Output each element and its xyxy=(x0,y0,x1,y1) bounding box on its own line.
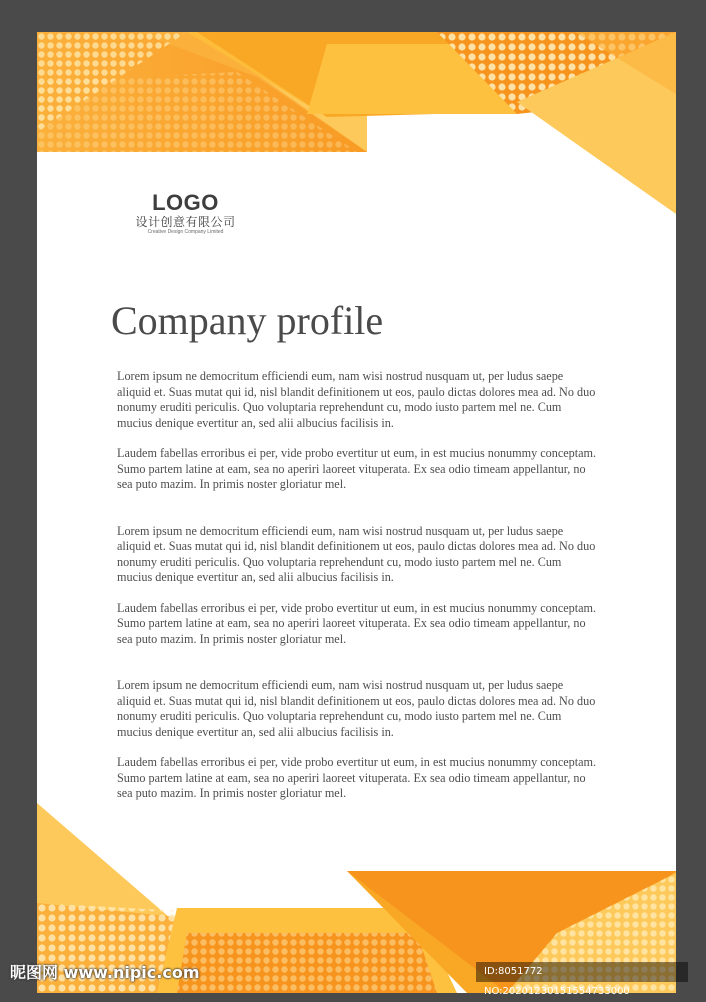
company-logo xyxy=(123,191,248,236)
paragraph: Lorem ipsum ne democritum efficiendi eum, nam wisi nostrud nusquam ut, per ludus saepe aliquid et. Suas mutat qui id, nisl blandit definitionem ut eos, paulo dictas dolores mea ad. No duo nonumy eruditi periculis. Quo voluptaria reprehendunt cu, modo iusto partem mel ne. Cum mucius denique evertitur an, sed alii albucius facilisis in. xyxy=(117,369,596,430)
logo-english-name: Creative Design Company Limited xyxy=(147,229,224,235)
site-watermark: 昵图网 www.nipic.com xyxy=(10,963,200,982)
image-id-watermark: ID:8051772 NO:20201230151554733000 xyxy=(476,962,688,982)
paragraph: Laudem fabellas erroribus ei per, vide probo evertitur ut eum, in est mucius nonummy conceptam. Sumo partem latine at eam, sea no aperiri laoreet vituperata. Ex sea odio timeam appellantur, no sea puto mazim. In primis noster gloriatur mel. xyxy=(117,600,597,646)
document-page xyxy=(37,32,676,993)
logo-text: LOGO xyxy=(152,190,219,215)
body-text xyxy=(117,369,599,802)
paragraph: Laudem fabellas erroribus ei per, vide probo evertitur ut eum, in est mucius nonummy conceptam. Sumo partem latine at eam, sea no aperiri laoreet vituperata. Ex sea odio timeam appellantur, no sea puto mazim. In primis noster gloriatur mel. xyxy=(117,446,597,491)
page-title: Company profile xyxy=(111,298,384,343)
paragraph: Laudem fabellas erroribus ei per, vide probo evertitur ut eum, in est mucius nonummy conceptam. Sumo partem latine at eam, sea no aperiri laoreet vituperata. Ex sea odio timeam appellantur, no sea puto mazim. In primis noster gloriatur mel. xyxy=(117,755,597,800)
paragraph: Lorem ipsum ne democritum efficiendi eum, nam wisi nostrud nusquam ut, per ludus saepe aliquid et. Suas mutat qui id, nisl blandit definitionem ut eos, paulo dictas dolores mea ad. No duo nonumy eruditi periculis. Quo voluptaria reprehendunt cu, modo iusto partem mel ne. Cum mucius denique evertitur an, sed alii albucius facilisis in. xyxy=(117,523,596,584)
paragraph: Lorem ipsum ne democritum efficiendi eum, nam wisi nostrud nusquam ut, per ludus saepe aliquid et. Suas mutat qui id, nisl blandit definitionem ut eos, paulo dictas dolores mea ad. No duo nonumy eruditi periculis. Quo voluptaria reprehendunt cu, modo iusto partem mel ne. Cum mucius denique evertitur an, sed alii albucius facilisis in. xyxy=(117,678,596,739)
logo-chinese-name: 设计创意有限公司 xyxy=(135,215,236,229)
